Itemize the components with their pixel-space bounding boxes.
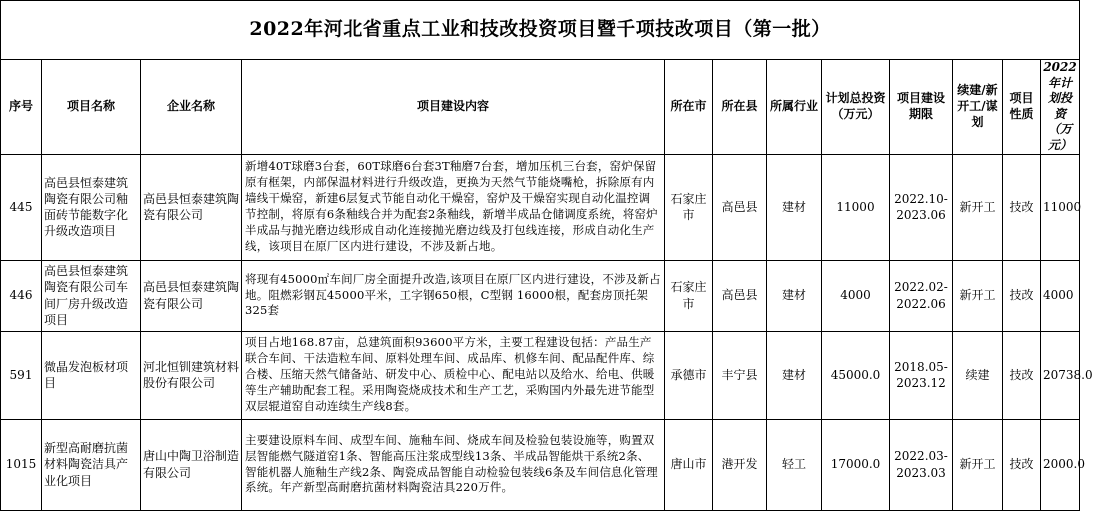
cell-company: 唐山中陶卫浴制造有限公司 xyxy=(141,419,242,510)
cell-plan-2022: 11000 xyxy=(1041,154,1080,260)
header-plan-2022: 2022年计划投资（万元） xyxy=(1041,60,1080,155)
cell-county: 港开发 xyxy=(713,419,767,510)
cell-project-name: 高邑县恒泰建筑陶瓷有限公司釉面砖节能数字化升级改造项目 xyxy=(42,154,141,260)
cell-content: 新增40T球磨3台套，60T球磨6台套3T釉磨7台套，增加压机三台套，窑炉保留原有框架，内部保温材料进行升级改造，更换为天然气节能烧嘴枪，拆除原有内墙线干燥窑，新建6层复式节能自动化干燥窑，窑炉及干燥窑实现自动化温控调节控制，将原有6条釉线合并为配套2条釉线，新增半成品仓储调度系统，将窑炉半成品与抛光磨边线形成自动化连接抛光磨边线及打包线连接，形成自动化生产线，该项目在原厂区内进行建设，不涉及新占地。 xyxy=(242,154,665,260)
cell-period: 2022.10-2023.06 xyxy=(890,154,953,260)
cell-period: 2022.03-2023.03 xyxy=(890,419,953,510)
cell-project-name: 高邑县恒泰建筑陶瓷有限公司车间厂房升级改造项目 xyxy=(42,260,141,331)
cell-period: 2022.02-2022.06 xyxy=(890,260,953,331)
cell-total-investment: 11000 xyxy=(822,154,890,260)
cell-content: 主要建设原料车间、成型车间、施釉车间、烧成车间及检验包装设施等，购置双层智能燃气隧道窑1条、智能高压注浆成型线13条、半成品智能烘干系统2条、智能机器人施釉生产线2条、陶瓷成品智能自动检验包装线6条及车间信息化管理系统。年产新型高耐磨抗菌材料陶瓷洁具220万件。 xyxy=(242,419,665,510)
cell-project-name: 新型高耐磨抗菌材料陶瓷洁具产业化项目 xyxy=(42,419,141,510)
cell-status: 新开工 xyxy=(953,260,1003,331)
cell-project-name: 微晶发泡板材项目 xyxy=(42,331,141,419)
cell-industry: 建材 xyxy=(767,154,822,260)
cell-industry: 建材 xyxy=(767,260,822,331)
cell-city: 唐山市 xyxy=(665,419,713,510)
cell-county: 高邑县 xyxy=(713,260,767,331)
cell-status: 续建 xyxy=(953,331,1003,419)
table-row xyxy=(1,154,1080,260)
header-city: 所在市 xyxy=(665,60,713,155)
header-county: 所在县 xyxy=(713,60,767,155)
cell-seq: 446 xyxy=(1,260,42,331)
cell-city: 承德市 xyxy=(665,331,713,419)
cell-total-investment: 17000.0 xyxy=(822,419,890,510)
cell-industry: 轻工 xyxy=(767,419,822,510)
cell-total-investment: 45000.0 xyxy=(822,331,890,419)
header-status: 续建/新开工/谋划 xyxy=(953,60,1003,155)
cell-total-investment: 4000 xyxy=(822,260,890,331)
cell-seq: 1015 xyxy=(1,419,42,510)
cell-status: 新开工 xyxy=(953,419,1003,510)
table-row xyxy=(1,331,1080,419)
cell-industry: 建材 xyxy=(767,331,822,419)
cell-nature: 技改 xyxy=(1003,419,1041,510)
cell-county: 丰宁县 xyxy=(713,331,767,419)
cell-company: 高邑县恒泰建筑陶瓷有限公司 xyxy=(141,154,242,260)
cell-nature: 技改 xyxy=(1003,154,1041,260)
page-title: 2022年河北省重点工业和技改投资项目暨千项技改项目（第一批） xyxy=(1,1,1080,60)
header-nature: 项目性质 xyxy=(1003,60,1041,155)
cell-status: 新开工 xyxy=(953,154,1003,260)
cell-content: 项目占地168.87亩，总建筑面积93600平方米，主要工程建设包括：产品生产联合车间、干法造粒车间、原料处理车间、成品库、机修车间、配品配件库、综合楼、压缩天然气储备站、研发中心、质检中心、配电站以及给水、给电、供暖等生产辅助配套工程。采用陶瓷烧成技术和生产工艺，采购国内外最先进节能型双层辊道窑自动连续生产线8套。 xyxy=(242,331,665,419)
cell-county: 高邑县 xyxy=(713,154,767,260)
header-project-name: 项目名称 xyxy=(42,60,141,155)
cell-plan-2022: 4000 xyxy=(1041,260,1080,331)
cell-nature: 技改 xyxy=(1003,331,1041,419)
cell-nature: 技改 xyxy=(1003,260,1041,331)
table-header-row xyxy=(1,60,1080,155)
table-row xyxy=(1,419,1080,510)
cell-city: 石家庄市 xyxy=(665,154,713,260)
cell-plan-2022: 2000.0 xyxy=(1041,419,1080,510)
header-industry: 所属行业 xyxy=(767,60,822,155)
header-period: 项目建设期限 xyxy=(890,60,953,155)
cell-seq: 591 xyxy=(1,331,42,419)
header-total-investment: 计划总投资（万元） xyxy=(822,60,890,155)
table-row xyxy=(1,260,1080,331)
cell-period: 2018.05-2023.12 xyxy=(890,331,953,419)
header-seq: 序号 xyxy=(1,60,42,155)
cell-company: 高邑县恒泰建筑陶瓷有限公司 xyxy=(141,260,242,331)
cell-seq: 445 xyxy=(1,154,42,260)
cell-city: 石家庄市 xyxy=(665,260,713,331)
cell-content: 将现有45000㎡车间厂房全面提升改造,该项目在原厂区内进行建设，不涉及新占地。阻燃彩钢瓦45000平米，工字钢650根，C型钢 16000根，配套房顶托架325套 xyxy=(242,260,665,331)
header-company: 企业名称 xyxy=(141,60,242,155)
cell-plan-2022: 20738.0 xyxy=(1041,331,1080,419)
header-content: 项目建设内容 xyxy=(242,60,665,155)
cell-company: 河北恒钏建筑材料股份有限公司 xyxy=(141,331,242,419)
